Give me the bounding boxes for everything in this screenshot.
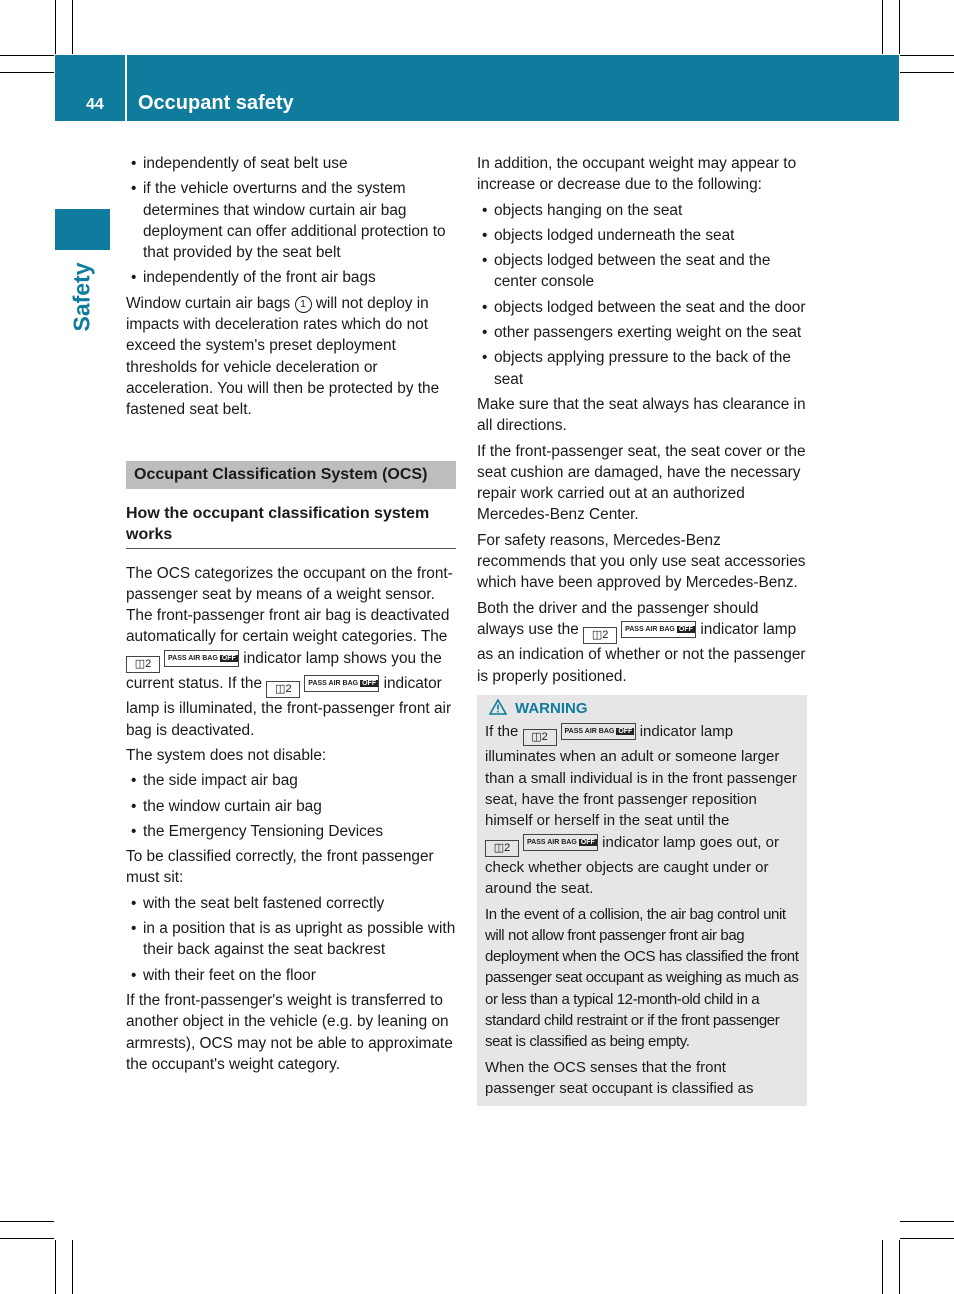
crop-mark xyxy=(72,0,73,54)
paragraph: For safety reasons, Mercedes-Benz recommends that you only use seat accessories which have been approved by Mercedes-Benz. xyxy=(477,531,806,592)
paragraph: The OCS categorizes the occupant on the front-passenger seat by means of a weight sensor. The front-passenger front air bag is deactivated automatically for certain weight categories. The ◫2 PASS AIR BAG OFF indicator lamp shows you the current status. If the ◫2 PASS AIR BAG OFF indicator lamp is illuminated, the front-passenger front air bag is deactivated. xyxy=(126,564,453,739)
pass-air-bag-off-indicator-icon: ◫2 PASS AIR BAG OFF xyxy=(266,675,379,698)
pass-air-bag-off-indicator-icon: ◫2 PASS AIR BAG OFF xyxy=(126,650,239,673)
crop-mark xyxy=(899,1240,900,1294)
list-item: • other passengers exerting weight on the seat xyxy=(477,322,807,343)
warning-paragraph: When the OCS senses that the front passenger seat occupant is classified as xyxy=(485,1058,754,1097)
side-tab xyxy=(55,209,110,250)
paragraph: To be classified correctly, the front passenger must sit: xyxy=(126,848,434,887)
seat-occupant-icon: ◫2 xyxy=(523,729,557,746)
paragraph: The system does not disable: xyxy=(126,746,327,764)
bullet-list xyxy=(477,200,807,390)
bullet-list xyxy=(126,153,456,289)
list-item: • the window curtain air bag xyxy=(126,796,456,817)
pass-air-bag-off-indicator-icon: ◫2 PASS AIR BAG OFF xyxy=(523,723,636,746)
paragraph: Make sure that the seat always has clearance in all directions. xyxy=(477,395,806,435)
seat-occupant-icon: ◫2 xyxy=(583,627,617,644)
seat-occupant-icon: ◫2 xyxy=(485,840,519,857)
header-divider xyxy=(125,55,127,121)
subheading: How the occupant classification system works xyxy=(126,503,456,549)
list-item: • objects lodged between the seat and the door xyxy=(477,297,807,318)
section-title: Occupant safety xyxy=(138,92,294,114)
list-item: • with their feet on the floor xyxy=(126,965,456,986)
crop-mark xyxy=(0,1238,54,1239)
crop-mark xyxy=(899,0,900,54)
page-number: 44 xyxy=(86,96,104,113)
crop-mark xyxy=(0,72,54,73)
list-item: • objects hanging on the seat xyxy=(477,200,807,221)
paragraph: If the front-passenger seat, the seat cover or the seat cushion are damaged, have the necessary repair work carried out at an authorized Mercedes-Benz Center. xyxy=(477,442,806,524)
crop-mark xyxy=(900,55,954,56)
paragraph: In addition, the occupant weight may appear to increase or decrease due to the following: xyxy=(477,155,797,194)
pass-air-bag-off-indicator-icon: ◫2 PASS AIR BAG OFF xyxy=(583,621,696,644)
paragraph: Window curtain air bags 1 will not deploy in impacts with deceleration rates which do not exceed the system's preset deployment thresholds for vehicle deceleration or acceleration. You will then be protected by the fastened seat belt. xyxy=(126,294,440,419)
crop-mark xyxy=(72,1240,73,1294)
crop-mark xyxy=(900,72,954,73)
list-item: • independently of seat belt use xyxy=(126,153,456,174)
warning-paragraph: If the ◫2 PASS AIR BAG OFF indicator lamp illuminates when an adult or someone larger than a small individual is in the front passenger seat, have the front passenger reposition himself or herself in the seat until the ◫2 PASS AIR BAG OFF indicator lamp goes out, or check whether objects are caught under or around the seat. xyxy=(485,723,797,898)
list-item: • the Emergency Tensioning Devices xyxy=(126,821,456,842)
paragraph: Both the driver and the passenger should always use the ◫2 PASS AIR BAG OFF indicator lamp as an indication of whether or not the passenger is properly positioned. xyxy=(477,599,806,685)
list-item: • in a position that is as upright as possible with their back against the seat backrest xyxy=(126,918,456,961)
warning-triangle-icon xyxy=(489,699,507,715)
list-item: • independently of the front air bags xyxy=(126,267,456,288)
right-column xyxy=(477,153,807,1106)
section-heading: Occupant Classification System (OCS) xyxy=(126,461,456,489)
paragraph: If the front-passenger's weight is transferred to another object in the vehicle (e.g. by leaning on armrests), OCS may not be able to approximate the occupant's weight category. xyxy=(126,991,453,1073)
crop-mark xyxy=(900,1221,954,1222)
pass-air-bag-off-indicator-icon: ◫2 PASS AIR BAG OFF xyxy=(485,834,598,857)
crop-mark xyxy=(55,1240,56,1294)
list-item: • if the vehicle overturns and the system determines that window curtain air bag deployment can offer additional protection to that provided by the seat belt xyxy=(126,178,456,263)
crop-mark xyxy=(0,55,54,56)
crop-mark xyxy=(0,1221,54,1222)
left-column xyxy=(126,153,456,1079)
seat-occupant-icon: ◫2 xyxy=(126,656,160,673)
crop-mark xyxy=(55,0,56,54)
item-number-marker: 1 xyxy=(295,296,312,313)
bullet-list xyxy=(126,770,456,842)
crop-mark xyxy=(900,1238,954,1239)
warning-box xyxy=(477,695,807,1106)
bullet-list xyxy=(126,893,456,986)
list-item: • objects applying pressure to the back of the seat xyxy=(477,347,807,390)
warning-paragraph: In the event of a collision, the air bag control unit will not allow front passenger front air bag deployment when the OCS has classified the front passenger seat occupant as weighing as much as or less than a typical 12-month-old child in a standard child restraint or if the front passenger seat is classified as being empty. xyxy=(485,905,799,1051)
list-item: • objects lodged between the seat and the center console xyxy=(477,250,807,293)
warning-heading: WARNING xyxy=(485,698,799,719)
crop-mark xyxy=(882,0,883,54)
list-item: • objects lodged underneath the seat xyxy=(477,225,807,246)
list-item: • with the seat belt fastened correctly xyxy=(126,893,456,914)
crop-mark xyxy=(882,1240,883,1294)
seat-occupant-icon: ◫2 xyxy=(266,681,300,698)
list-item: • the side impact air bag xyxy=(126,770,456,791)
side-label: Safety xyxy=(68,262,95,332)
